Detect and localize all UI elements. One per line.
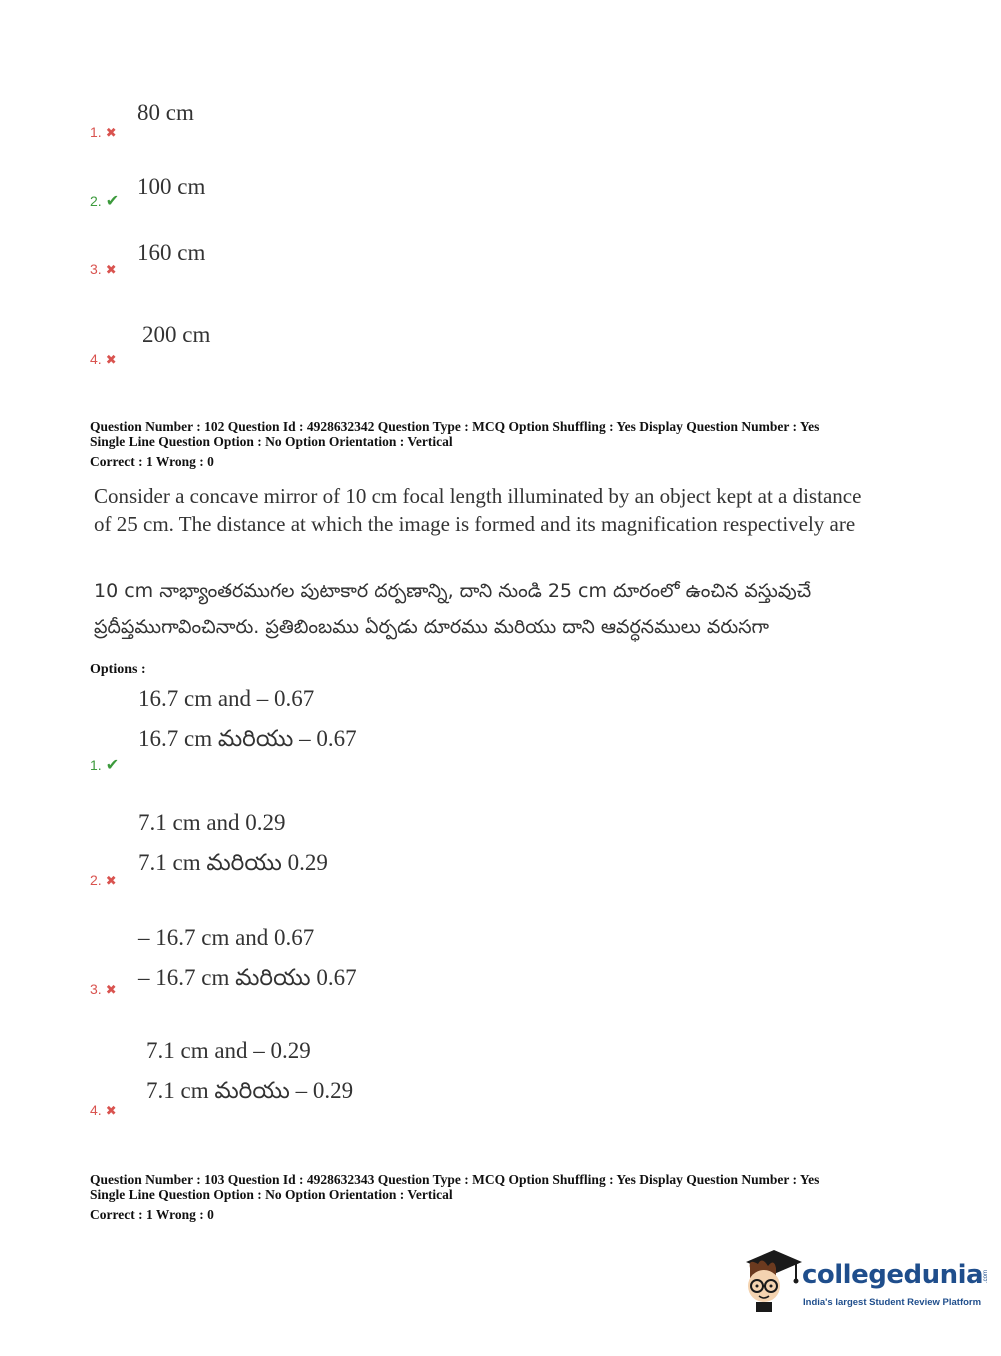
prev-option-3-marker (90, 261, 117, 279)
q102-meta-line-1: Question Number : 102 Question Id : 4928632342 Question Type : MCQ Option Shuffling : Yes Display Question Number : Yes (90, 419, 820, 434)
option-number: 1. (90, 124, 102, 140)
option-number: 4. (90, 351, 102, 367)
prev-option-2-text: 100 cm (137, 174, 206, 199)
cross-icon: ✖ (105, 983, 117, 998)
logo-suffix: .com (983, 1269, 990, 1283)
option-2-marker (90, 872, 117, 890)
option-2-text-te: 7.1 cm మరియు 0.29 (138, 850, 328, 875)
option-number: 3. (90, 981, 102, 997)
logo-tagline: India's largest Student Review Platform (803, 1297, 982, 1308)
options-label: Options : (90, 662, 146, 677)
prev-option-1-text: 80 cm (137, 100, 194, 125)
cross-icon: ✖ (105, 1104, 117, 1119)
q102-meta-line-2: Single Line Question Option : No Option Orientation : Vertical (90, 434, 453, 449)
cross-icon: ✖ (105, 126, 117, 141)
option-3-marker (90, 981, 117, 999)
prev-option-4-marker (90, 351, 117, 369)
option-4-marker (90, 1102, 117, 1120)
option-number: 2. (90, 193, 102, 209)
q102-text-en-line-1: Consider a concave mirror of 10 cm focal length illuminated by an object kept at a distance (94, 484, 862, 508)
logo-wordmark (802, 1260, 996, 1290)
option-2-text-en: 7.1 cm and 0.29 (138, 810, 286, 835)
option-number: 2. (90, 872, 102, 888)
option-4-text-te: 7.1 cm మరియు – 0.29 (146, 1078, 354, 1103)
prev-option-4-text: 200 cm (142, 322, 211, 347)
prev-option-1-marker (90, 124, 117, 142)
logo-name: collegedunia (802, 1260, 984, 1290)
option-number: 4. (90, 1102, 102, 1118)
option-3-text-en: – 16.7 cm and 0.67 (138, 925, 315, 950)
option-1-text-en: 16.7 cm and – 0.67 (138, 686, 315, 711)
check-icon: ✔ (105, 755, 120, 774)
q102-text-te-line-2: ప్రదీప్తముగావించినారు. ప్రతిబింబము ఏర్పడు దూరము మరియు దాని ఆవర్ధనములు వరుసగా (94, 616, 770, 638)
collegedunia-logo (740, 1248, 990, 1318)
q103-meta-line-3: Correct : 1 Wrong : 0 (90, 1207, 214, 1222)
q103-meta-line-1: Question Number : 103 Question Id : 4928632343 Question Type : MCQ Option Shuffling : Yes Display Question Number : Yes (90, 1172, 820, 1187)
q103-meta-line-2: Single Line Question Option : No Option Orientation : Vertical (90, 1187, 453, 1202)
option-1-text-te: 16.7 cm మరియు – 0.67 (138, 726, 357, 751)
cross-icon: ✖ (105, 353, 117, 368)
option-3-text-te: – 16.7 cm మరియు 0.67 (138, 965, 357, 990)
cross-icon: ✖ (105, 263, 117, 278)
option-1-marker (90, 755, 119, 775)
mascot-icon (740, 1248, 804, 1314)
q102-meta-line-3: Correct : 1 Wrong : 0 (90, 454, 214, 469)
option-number: 1. (90, 757, 102, 773)
q102-text-te-line-1: 10 cm నాభ్యాంతరముగల పుటాకార దర్పణాన్ని, దాని నుండి 25 cm దూరంలో ఉంచిన వస్తువుచే (94, 580, 812, 602)
prev-option-2-marker (90, 191, 119, 211)
option-number: 3. (90, 261, 102, 277)
q102-text-en-line-2: of 25 cm. The distance at which the image is formed and its magnification respectively are (94, 512, 856, 536)
prev-option-3-text: 160 cm (137, 240, 206, 265)
cross-icon: ✖ (105, 874, 117, 889)
option-4-text-en: 7.1 cm and – 0.29 (146, 1038, 311, 1063)
check-icon: ✔ (105, 191, 120, 210)
